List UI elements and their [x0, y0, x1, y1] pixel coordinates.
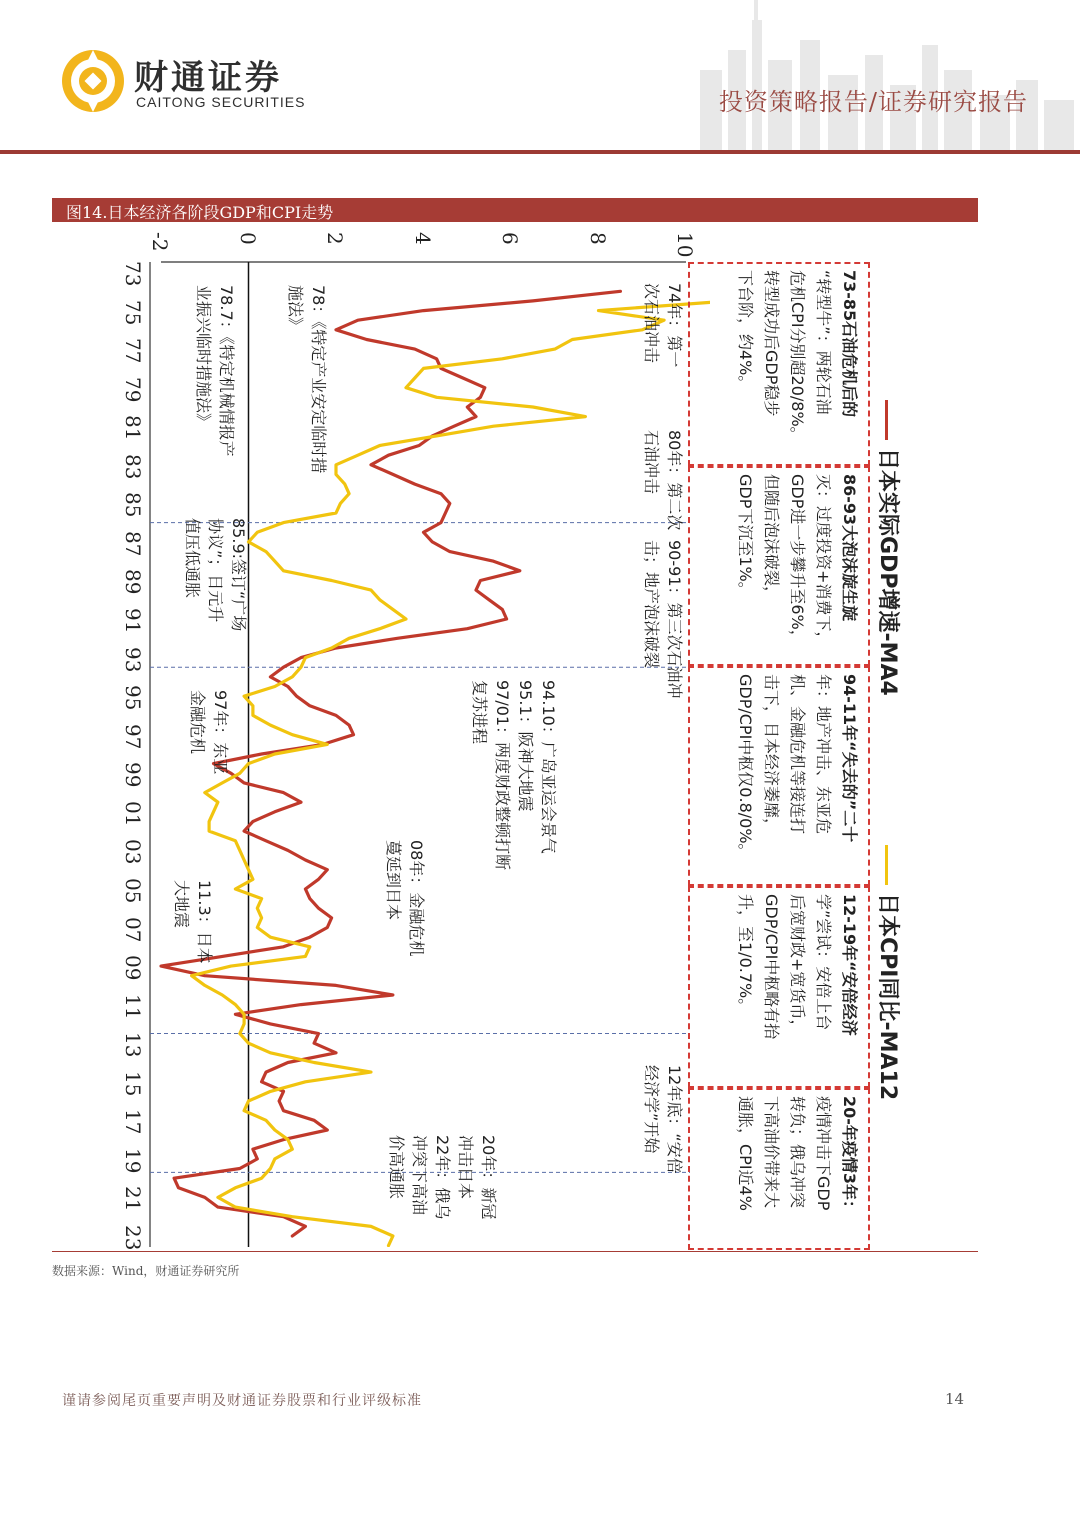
year-tick-label: 01	[121, 800, 145, 827]
phase-box-line: 下高油价带来大	[762, 1096, 781, 1209]
year-tick-label: 77	[121, 338, 145, 364]
phase-box-title: 73-85石油危机后的	[840, 270, 859, 418]
year-tick-label: 21	[121, 1186, 145, 1212]
year-tick-label: 13	[121, 1032, 145, 1058]
value-tick-label: -2	[148, 232, 172, 252]
year-tick-label: 97	[121, 723, 145, 750]
legend-gdp	[874, 400, 905, 696]
chart-annotation	[385, 1135, 500, 1219]
phase-box-line: 下台阶，约4%。	[736, 270, 755, 392]
phase-box-line: 机、金融危机等接连打	[788, 674, 807, 835]
annotation-line: 80年：第二次	[665, 430, 684, 531]
figure-bottom-rule	[52, 1251, 978, 1252]
year-tick-label: 17	[121, 1109, 145, 1135]
phase-box-line: 疫情冲击下GDP	[814, 1096, 833, 1211]
year-tick-label: 95	[121, 685, 145, 711]
value-tick-label: 6	[498, 232, 522, 245]
annotation-line: 价高通胀	[387, 1135, 406, 1200]
legend-label: 日本实际GDP增速-MA4	[875, 448, 900, 696]
data-source: 数据来源：Wind，财通证券研究所	[52, 1264, 240, 1278]
chart-annotation	[284, 285, 330, 473]
annotation-line: 85.9:签订“广场	[229, 518, 248, 632]
phase-box-line: 转负；俄乌冲突	[788, 1096, 807, 1209]
chart-annotation	[181, 518, 250, 631]
legend-cpi	[874, 845, 905, 1100]
year-tick-label: 75	[121, 299, 145, 325]
annotation-line: 蔓延到日本	[384, 840, 403, 921]
page-number: 14	[945, 1390, 965, 1408]
phase-box	[688, 886, 870, 1088]
phase-box	[688, 466, 870, 666]
year-tick-label: 91	[121, 608, 145, 634]
chart-annotation	[640, 430, 686, 530]
annotation-line: 值压低通胀	[183, 518, 202, 599]
year-tick-label: 15	[121, 1070, 145, 1097]
phase-box-line: “转型牛”：两轮石油	[814, 270, 833, 415]
annotation-line: 击；地产泡沫破裂	[642, 540, 661, 669]
value-tick-label: 2	[323, 232, 347, 245]
phase-box-line: GDP进一步攀升至6%，	[788, 474, 807, 646]
phase-box-title: 12-19年“安倍经济	[840, 894, 859, 1036]
phase-box-line: 通胀，CPI近4%	[736, 1096, 755, 1211]
annotation-line: 22年：俄乌	[433, 1135, 452, 1220]
report-type-label: 投资策略报告/证券研究报告	[718, 88, 1028, 116]
phase-box	[688, 666, 870, 886]
phase-box-line: 击下，日本经济萎靡，	[762, 674, 781, 835]
phase-box-line: 灭：过度投资+消费下，	[814, 474, 833, 648]
annotation-line: 冲击日本	[456, 1135, 475, 1200]
chart-annotation	[640, 540, 686, 699]
chart-annotation	[640, 283, 686, 367]
value-tick-label: 8	[585, 232, 610, 245]
phase-box-title: 86-93大泡沫旋生旋	[840, 474, 859, 622]
year-tick-label: 09	[121, 955, 145, 981]
phase-box-line: GDP下沉至1%。	[736, 474, 755, 598]
year-tick-label: 03	[121, 839, 145, 865]
annotation-line: 协议”；日元升	[206, 518, 225, 623]
phase-box-line: 但随后泡沫破裂，	[762, 474, 781, 603]
value-tick-label: 0	[235, 232, 260, 245]
annotation-line: 20年：新冠	[479, 1135, 498, 1220]
annotation-line: 97/01：两度财政整顿打断	[493, 680, 512, 871]
value-tick-label: 10	[673, 232, 697, 258]
annotation-line: 90-91：第三次石油冲	[665, 540, 684, 699]
year-tick-label: 19	[121, 1147, 145, 1174]
legend-swatch	[886, 845, 889, 885]
phase-box-line: GDP/CPI中枢仅0.8/0%。	[736, 674, 755, 860]
annotation-line: 11.3：日本	[195, 880, 214, 964]
year-tick-label: 87	[121, 530, 145, 557]
chart-annotation	[186, 690, 232, 774]
chart-annotation	[170, 880, 216, 964]
disclaimer-note: 谨请参阅尾页重要声明及财通证券股票和行业评级标准	[62, 1393, 422, 1409]
legend-label: 日本CPI同比-MA12	[875, 893, 900, 1101]
annotation-line: 金融危机	[188, 690, 207, 755]
year-tick-label: 79	[121, 376, 145, 403]
chart-annotation	[640, 1065, 686, 1174]
year-tick-label: 85	[121, 492, 145, 518]
year-tick-label: 11	[121, 993, 145, 1020]
year-tick-label: 05	[121, 877, 145, 904]
annotation-line: 石油冲击	[642, 430, 661, 495]
phase-box-title: 94-11年“失去的”二十	[840, 674, 859, 843]
phase-box-line: 后宽财政+宽货币，	[788, 894, 807, 1036]
legend-swatch	[886, 400, 889, 440]
annotation-line: 74年：第一	[665, 283, 684, 368]
year-tick-label: 83	[121, 453, 145, 480]
phase-box-line: 升，至1/0.7%。	[736, 894, 755, 1015]
annotation-line: 95.1：阪神大地震	[516, 680, 535, 812]
annotation-line: 12年底：“安倍	[665, 1065, 684, 1174]
annotation-line: 冲突下高油	[410, 1135, 429, 1216]
phase-box	[688, 1088, 870, 1250]
annotation-line: 施法》	[286, 285, 305, 334]
year-tick-label: 93	[121, 646, 145, 673]
value-tick-label: 4	[410, 232, 435, 245]
year-tick-label: 99	[121, 762, 145, 788]
year-tick-label: 81	[121, 415, 145, 441]
year-tick-label: 23	[121, 1225, 145, 1251]
annotation-line: 97年：东亚	[211, 690, 230, 775]
annotation-line: 94.10：广岛亚运会景气	[539, 680, 558, 854]
annotation-line: 经济学”开始	[642, 1065, 661, 1154]
year-tick-label: 73	[121, 261, 145, 287]
chart-annotation	[192, 285, 238, 457]
phase-box-line: 学”尝试：安倍上台	[814, 894, 833, 1031]
annotation-line: 78：《特定产业安定临时措	[309, 285, 328, 474]
phase-box-line: 转型成功后GDP稳步	[762, 270, 781, 417]
year-tick-label: 07	[121, 916, 145, 942]
annotation-line: 78.7：《特定机械情报产	[217, 285, 236, 457]
phase-box-line: GDP/CPI中枢略有抬	[762, 894, 781, 1040]
phase-box	[688, 262, 870, 466]
annotation-line: 08年：金融危机	[407, 840, 426, 957]
phase-box-title: 20-年疫情3年：	[840, 1096, 859, 1217]
figure-title: 图14.日本经济各阶段GDP和CPI走势	[66, 203, 334, 222]
brand-name-cn: 财通证券	[134, 58, 282, 98]
annotation-line: 复苏进程	[470, 680, 489, 745]
chart-annotation	[468, 680, 560, 870]
phase-box-line: 年：地产冲击、东亚危	[814, 674, 833, 835]
annotation-line: 次石油冲击	[642, 283, 661, 364]
year-tick-label: 89	[121, 569, 145, 595]
annotation-line: 业振兴临时措施法》	[194, 285, 213, 430]
phase-box-line: 危机CPI分别超20/8%。	[788, 270, 807, 443]
brand-name-en: CAITONG SECURITIES	[136, 94, 306, 110]
annotation-line: 大地震	[172, 880, 191, 929]
chart-annotation	[382, 840, 428, 956]
